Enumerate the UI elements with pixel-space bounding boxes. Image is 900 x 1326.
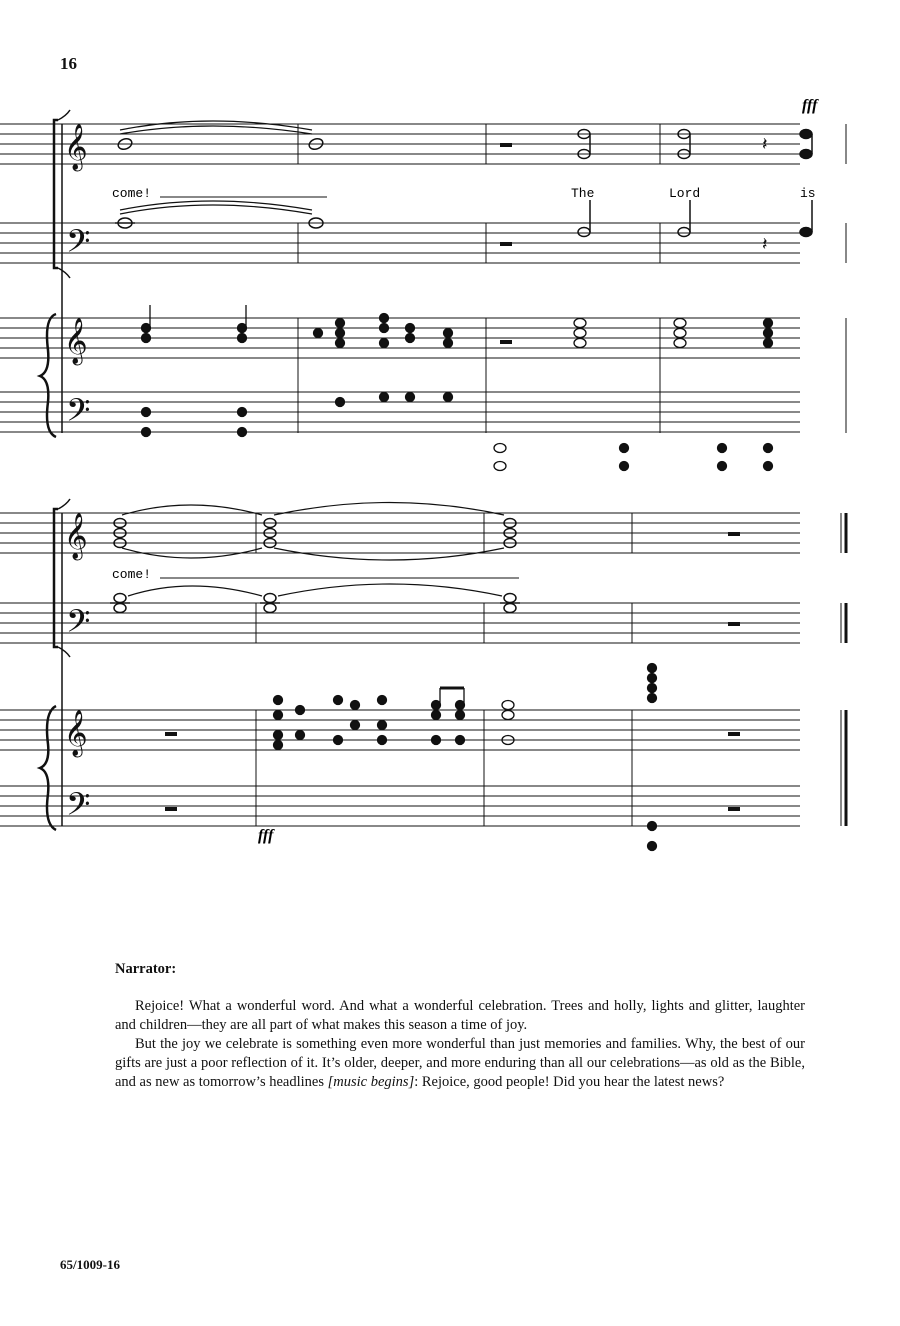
narration-text: But the joy we celebrate is something even more wonderful than just memories and families. Why, the best of our gifts are just a poor reflection of it. It’s older, deeper, and more enduring than all our celebrations—as old as the Bible, and as new as tomorrow’s headlines (115, 1036, 805, 1090)
piano-lh-staff (0, 392, 800, 432)
bass-clef-icon: 𝄢 (66, 394, 91, 436)
piano-rh-staff (0, 710, 800, 750)
bass-clef-icon: 𝄢 (66, 225, 91, 267)
lyric-syllable: Lord (669, 186, 701, 201)
lyric-syllable: come! (112, 186, 152, 201)
svg-text:𝄽: 𝄽 (762, 134, 768, 154)
bass-clef-icon: 𝄢 (66, 788, 91, 830)
speaker-label: Narrator: (115, 961, 177, 977)
treble-clef-icon: 𝄞 (64, 513, 88, 558)
lyric-syllable: come! (112, 567, 152, 582)
narration-text: : Rejoice, good people! Did you hear the latest news? (414, 1074, 725, 1090)
treble-clef-icon: 𝄞 (64, 318, 88, 363)
svg-text:𝄽: 𝄽 (762, 234, 768, 254)
piano-lh-staff (0, 786, 800, 826)
narration-block (115, 960, 805, 1092)
narration-paragraph (115, 1035, 805, 1092)
narration-paragraph: Rejoice! What a wonderful word. And what a wonderful celebration. Trees and holly, lights and glitter, laughter and children—they are all part of what makes this season a time of joy. (115, 998, 805, 1033)
dynamic-marking: fff (258, 827, 274, 844)
treble-clef-icon: 𝄞 (64, 710, 88, 755)
dynamic-marking: fff (802, 97, 818, 114)
catalog-number: 65/1009-16 (60, 1257, 120, 1272)
treble-clef-icon: 𝄞 (64, 124, 88, 169)
tenor-bass-staff (0, 603, 800, 643)
page-number: 16 (60, 54, 77, 73)
lyric-syllable: The (571, 186, 595, 201)
lyric-syllable: is (800, 186, 816, 201)
system-1 (0, 124, 800, 432)
bass-clef-icon: 𝄢 (66, 605, 91, 647)
stage-direction: [music begins] (327, 1074, 415, 1090)
